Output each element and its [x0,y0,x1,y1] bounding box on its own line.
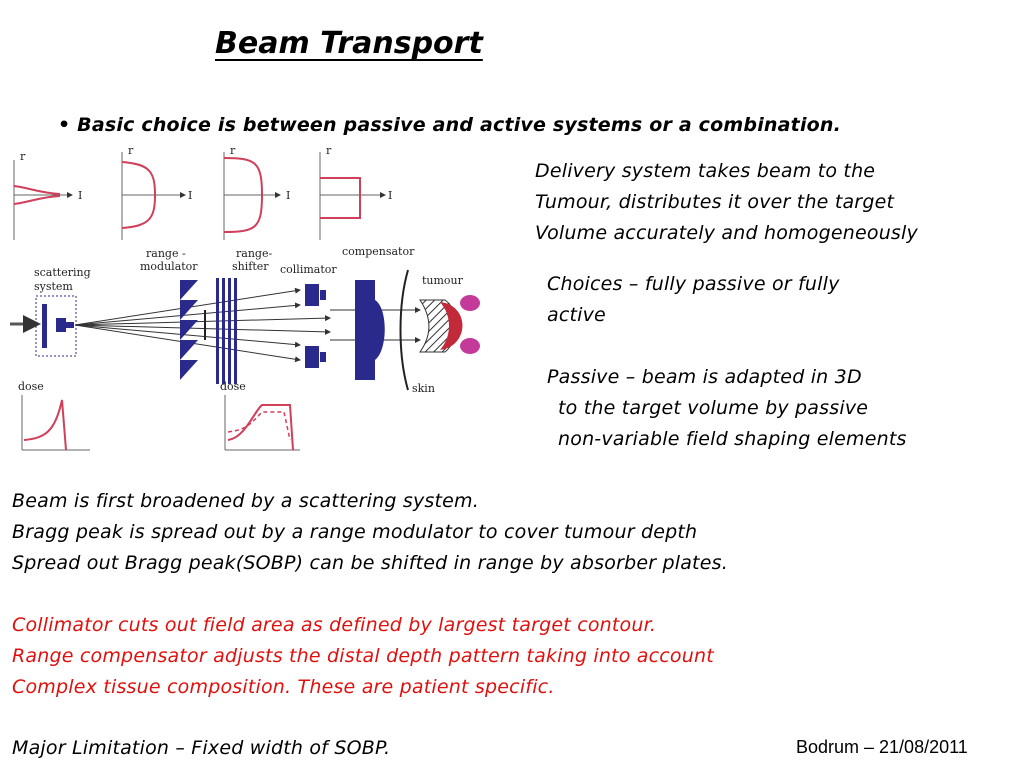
i-label-1: I [78,189,83,202]
compensator-label: compensator [342,245,415,258]
range-modulator-label-1: range - [146,247,186,260]
limitation-line: Major Limitation – Fixed width of SOBP. [12,737,391,759]
passive-beam-delivery-diagram [0,140,525,465]
range-shifter-label-1: range- [236,247,273,260]
r-label-2: r [128,144,134,157]
dose-label-1: dose [18,380,44,393]
scattering-system [36,296,76,356]
dose-graph-1 [18,380,90,450]
footer-credit: Bodrum – 21/08/2011 [796,737,968,757]
body-line-1: Beam is first broadened by a scattering system. [12,490,479,512]
range-modulator-label-2: modulator [140,260,198,273]
profile-graph-3 [224,144,290,240]
r-label-3: r [230,144,236,157]
choices-line-2: active [547,304,606,326]
skin-label: skin [412,382,435,395]
range-modulator [180,280,205,380]
range-shifter-label-2: shifter [232,260,269,273]
r-label-1: r [20,150,26,163]
i-label-2: I [188,189,193,202]
profile-graph-2 [122,144,192,240]
system-label: system [34,280,73,293]
collimator-label: collimator [280,263,337,276]
delivery-line-1: Delivery system takes beam to the [535,160,876,182]
collimator [305,284,326,368]
tumour-label: tumour [422,274,463,287]
body-line-3: Spread out Bragg peak(SOBP) can be shifted in range by absorber plates. [12,552,728,574]
dose-graph-2 [220,380,300,450]
delivery-line-3: Volume accurately and homogeneously [535,222,918,244]
choices-line-1: Choices – fully passive or fully [547,273,840,295]
profile-graph-4 [320,144,392,240]
r-label-4: r [326,144,332,157]
compensator [355,280,385,380]
range-shifter [216,278,237,384]
body-line-2: Bragg peak is spread out by a range modulator to cover tumour depth [12,521,698,543]
passive-line-1: Passive – beam is adapted in 3D [547,366,862,388]
red-line-1: Collimator cuts out field area as defined by largest target contour. [12,614,657,636]
i-label-4: I [388,189,393,202]
passive-line-3: non-variable field shaping elements [558,428,907,450]
red-line-3: Complex tissue composition. These are patient specific. [12,676,555,698]
slide-title: Beam Transport [215,26,483,61]
passive-line-2: to the target volume by passive [558,397,869,419]
profile-graph-1 [14,150,82,240]
i-label-3: I [286,189,291,202]
dose-label-2: dose [220,380,246,393]
intro-bullet: • Basic choice is between passive and active systems or a combination. [58,114,842,136]
tumour-target [420,295,480,354]
skin-line [401,270,409,390]
red-line-2: Range compensator adjusts the distal depth pattern taking into account [12,645,714,667]
scattering-label: scattering [34,266,91,279]
delivery-line-2: Tumour, distributes it over the target [535,191,895,213]
